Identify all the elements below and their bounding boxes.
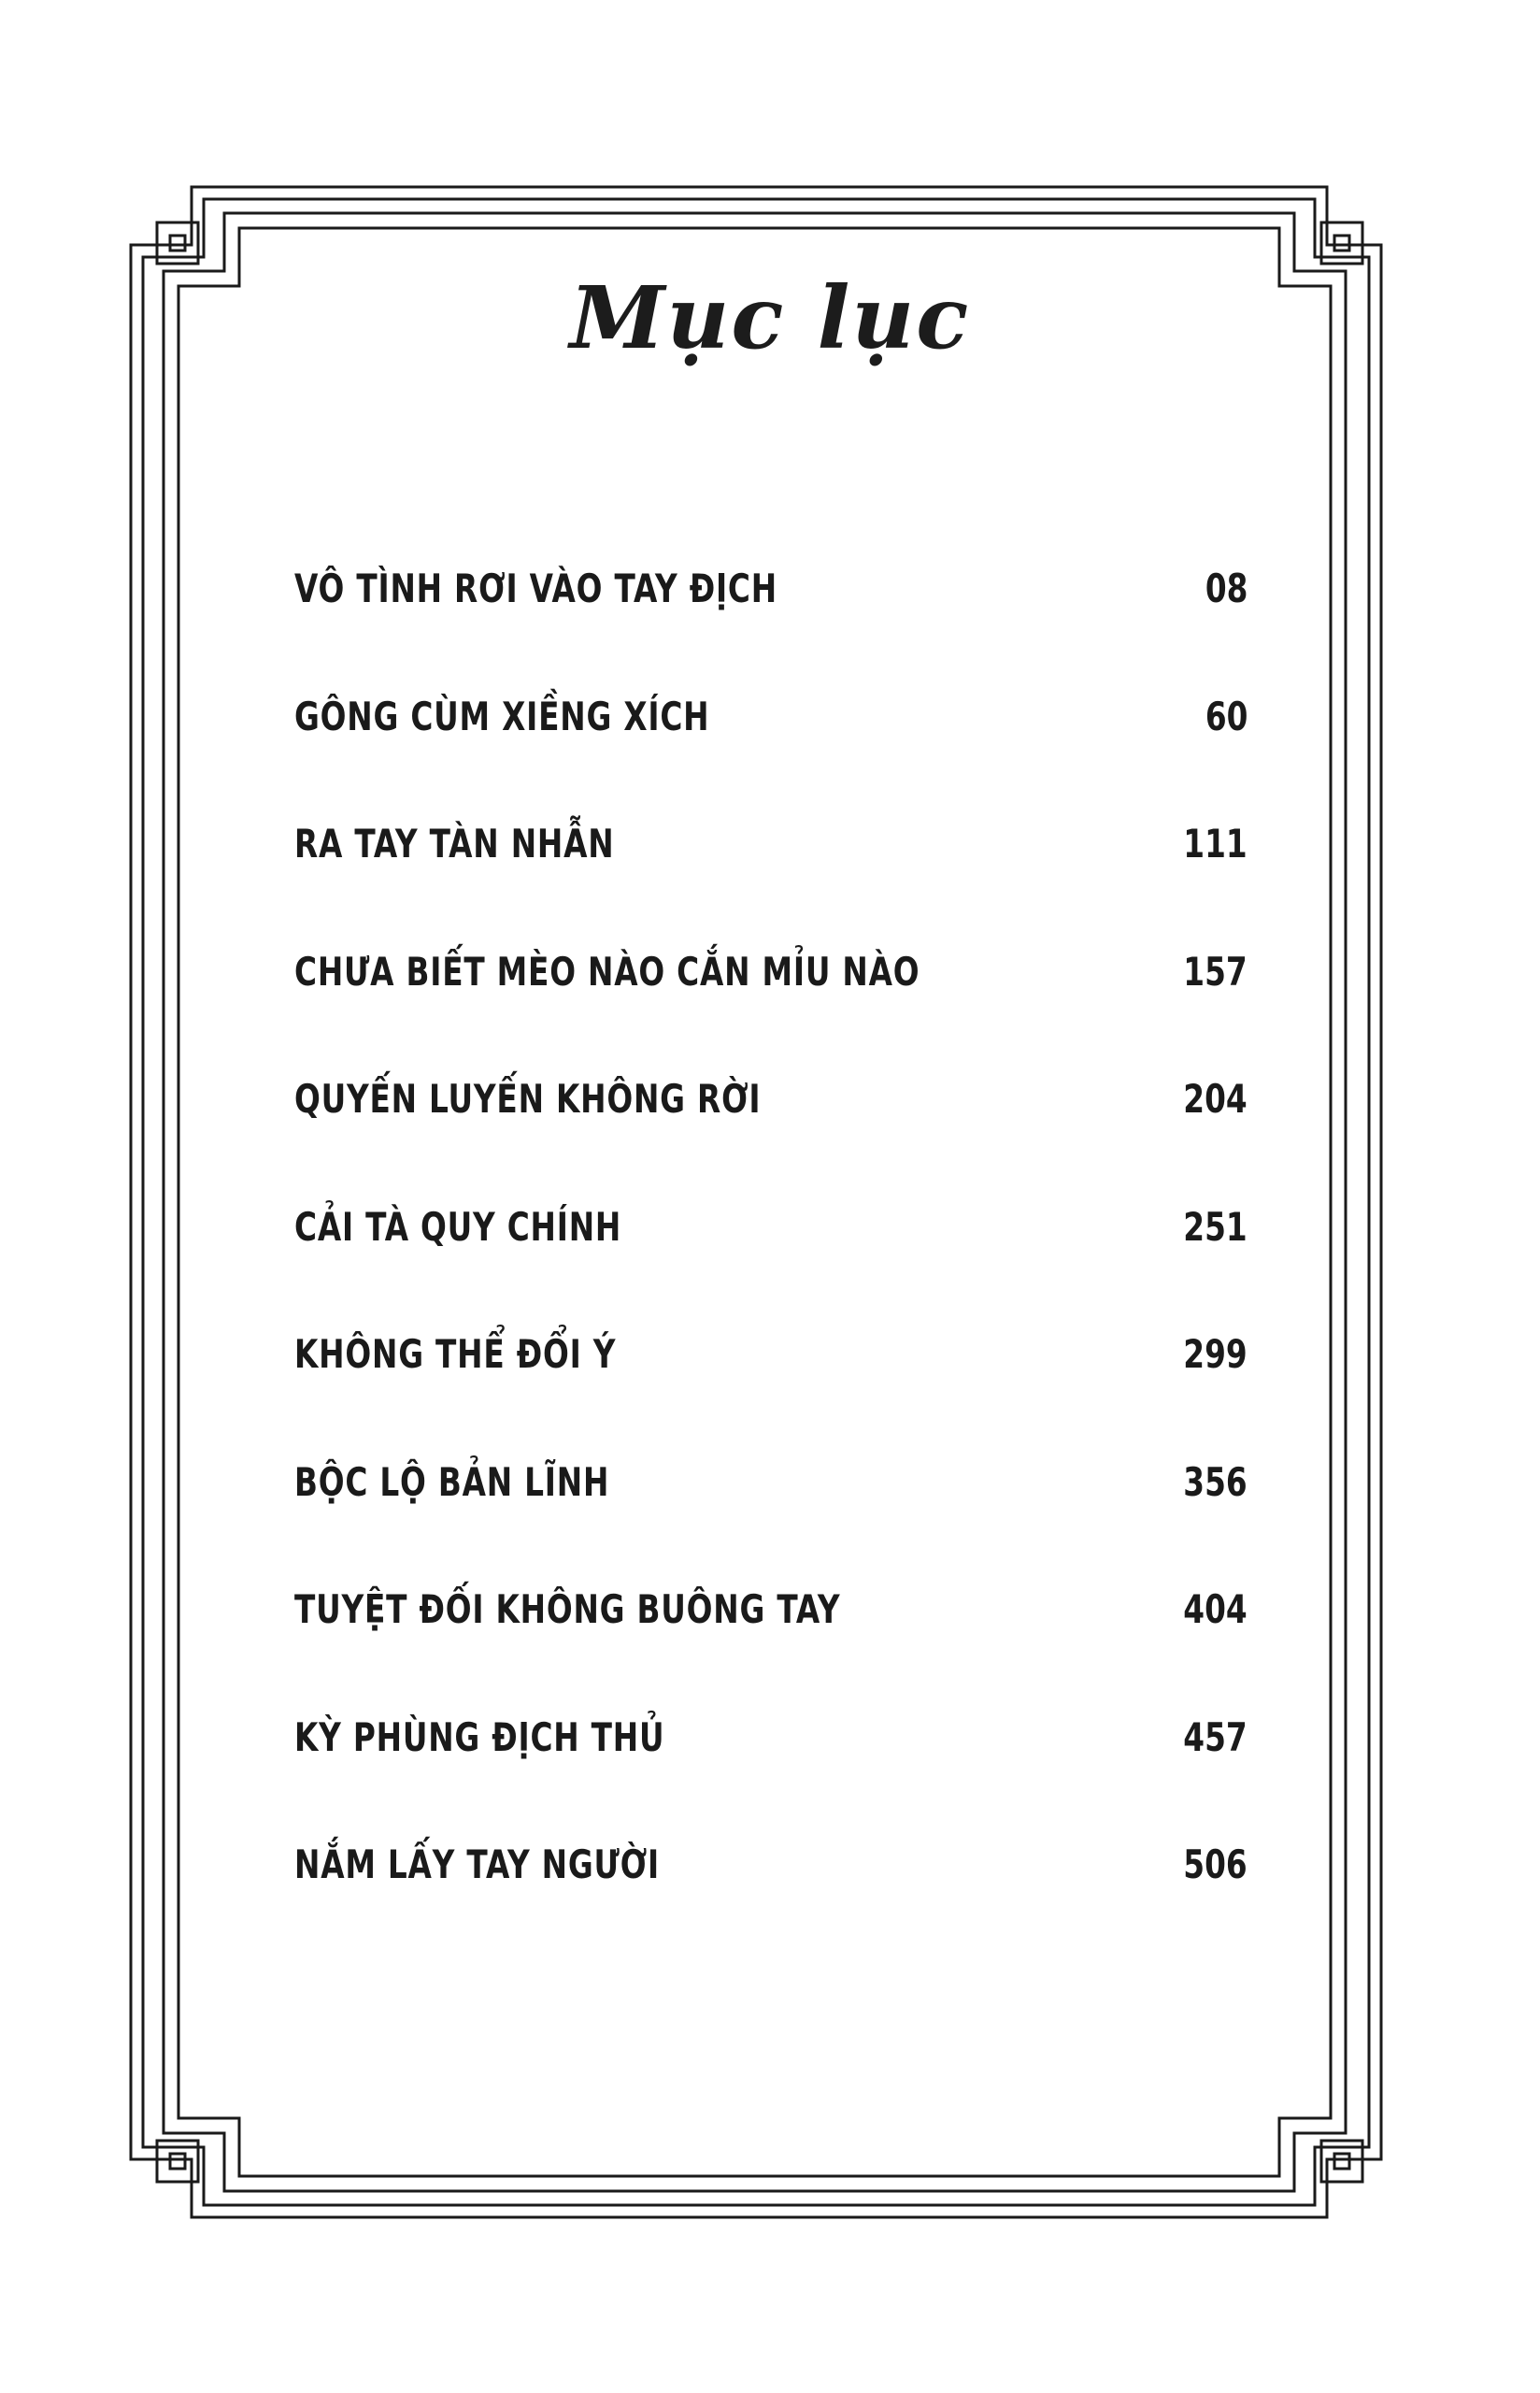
toc-entry-page: 204	[1183, 1076, 1248, 1122]
toc-entry-page: 457	[1183, 1713, 1248, 1760]
toc-entry-page: 157	[1183, 948, 1248, 995]
toc-entry-page: 299	[1183, 1331, 1248, 1377]
toc-entry-title: BỘC LỘ BẢN LĨNH	[294, 1458, 610, 1505]
toc-entry-title: NẮM LẤY TAY NGƯỜI	[294, 1841, 661, 1887]
page-title: Mục lục	[569, 267, 971, 368]
toc-entry	[294, 821, 1248, 949]
toc-entry-title: QUYẾN LUYẾN KHÔNG RỜI	[294, 1076, 762, 1122]
toc-entry-page: 506	[1183, 1841, 1248, 1887]
toc-entry-title: VÔ TÌNH RƠI VÀO TAY ĐỊCH	[294, 566, 777, 611]
toc-entry-title: TUYỆT ĐỐI KHÔNG BUÔNG TAY	[294, 1586, 841, 1632]
toc-entry-page: 60	[1205, 693, 1248, 739]
toc-entry-page: 251	[1183, 1203, 1248, 1250]
toc-entry-page: 111	[1183, 821, 1248, 867]
toc-entry-title: CHƯA BIẾT MÈO NÀO CẮN MỈU NÀO	[294, 948, 920, 995]
toc-entry	[294, 1331, 1248, 1459]
toc-entry-title: GÔNG CÙM XIỀNG XÍCH	[294, 693, 710, 739]
toc-entry	[294, 1841, 1248, 1970]
toc-entry-title: KHÔNG THỂ ĐỔI Ý	[294, 1331, 617, 1377]
toc-entry	[294, 566, 1248, 694]
toc-entry	[294, 949, 1248, 1077]
toc-entry	[294, 1204, 1248, 1332]
toc-entry	[294, 694, 1248, 822]
table-of-contents	[294, 566, 1248, 1970]
toc-entry-page: 356	[1183, 1458, 1248, 1505]
toc-entry-page: 08	[1205, 566, 1248, 611]
toc-entry-title: CẢI TÀ QUY CHÍNH	[294, 1203, 622, 1250]
toc-entry-title: RA TAY TÀN NHẪN	[294, 821, 615, 867]
toc-entry	[294, 1714, 1248, 1842]
toc-entry	[294, 1459, 1248, 1587]
toc-entry-title: KỲ PHÙNG ĐỊCH THỦ	[294, 1713, 665, 1760]
toc-entry	[294, 1076, 1248, 1204]
toc-entry	[294, 1586, 1248, 1714]
toc-entry-page: 404	[1183, 1586, 1248, 1632]
